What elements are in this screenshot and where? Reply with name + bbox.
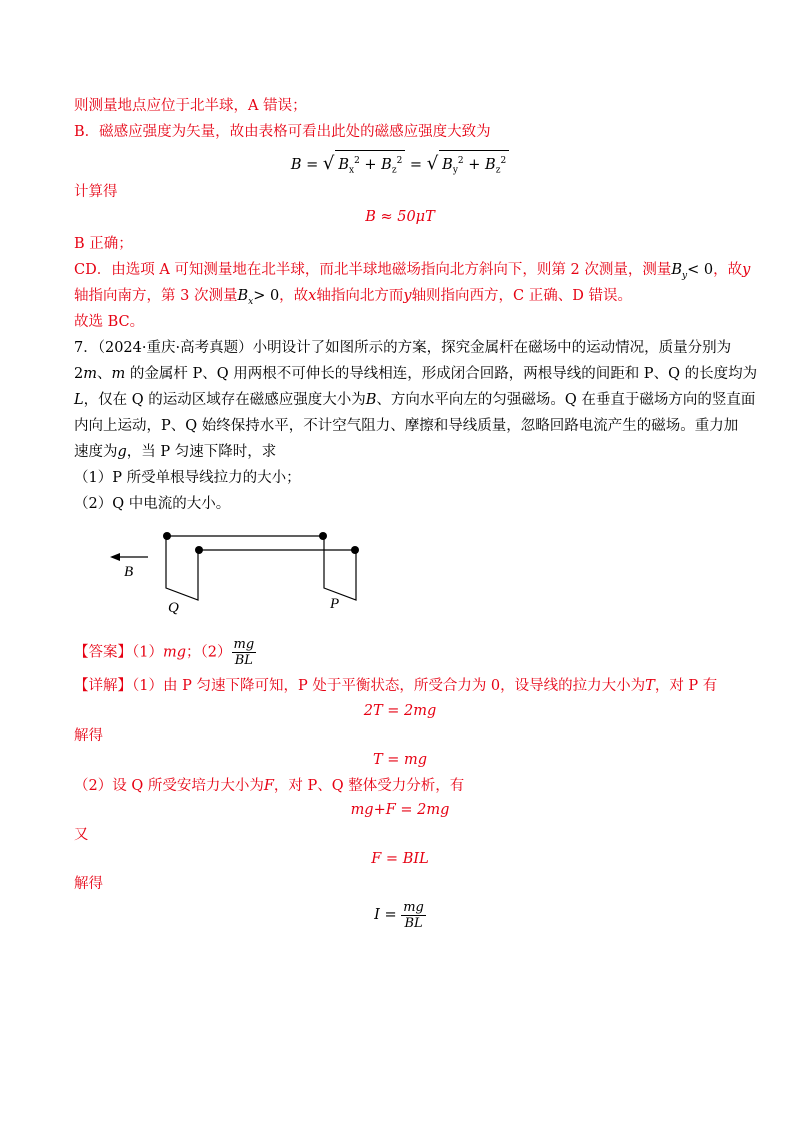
question-line: （1）P 所受单根导线拉力的大小； [74, 470, 301, 486]
question-line: 内向上运动，P、Q 始终保持水平，不计空气阻力、摩擦和导线质量，忽略回路电流产生的磁场。重力加 [74, 418, 739, 434]
solution-line: 解得 [74, 728, 103, 744]
solution-line: 【详解】（1）由 P 匀速下降可知，P 处于平衡状态，所受合力为 0，设导线的拉力大小为T，对 P 有 [74, 678, 718, 694]
rod-p-label: P [330, 596, 340, 612]
equation-4: F = BIL [371, 851, 429, 867]
field-label: B [124, 564, 134, 580]
equation-magnitude: B = √ $B_x^2 + B_z^2$ = √ $B_y^2 + B_z^2$ [0, 150, 800, 181]
question-line: 2m、m 的金属杆 P、Q 用两根不可伸长的导线相连，形成闭合回路，两根导线的间距和 P、Q 的长度均为 [74, 366, 758, 382]
joint-dot [163, 532, 171, 540]
question-line: 7．（2024·重庆·高考真题）小明设计了如图所示的方案，探究金属杆在磁场中的运动情况，质量分别为 [74, 340, 732, 356]
text-line: 计算得 [74, 184, 118, 200]
result-fraction: $\frac{mg}{BL}$ [403, 899, 424, 931]
text-line: B．磁感应强度为矢量，故由表格可看出此处的磁感应强度大致为 [74, 124, 491, 140]
joint-dot [351, 546, 359, 554]
equation-5: I = $\frac{mg}{BL}$ [374, 899, 424, 931]
joint-dot [195, 546, 203, 554]
wire-left [166, 536, 198, 600]
solution-line: （2）设 Q 所受安培力大小为F，对 P、Q 整体受力分析，有 [74, 778, 465, 794]
answer-line: 【答案】（1）mg；（2） $\frac{mg}{BL}$ [74, 637, 255, 668]
text-line: CD．由选项 A 可知测量地在北半球，而北半球地磁场指向北方斜向下，则第 2 次测量，测量$B_y< 0$，故y [74, 262, 751, 281]
equation-2: T = mg [372, 752, 428, 768]
text-line: B 正确； [74, 236, 133, 252]
solution-line: 解得 [74, 876, 103, 892]
text-line: 故选 BC。 [74, 314, 145, 330]
equation-approx: B ≈ 50μT [365, 209, 435, 225]
rod-q-label: Q [168, 600, 179, 616]
text-line: 轴指向南方，第 3 次测量$B_x> 0$，故x轴指向北方而y轴则指向西方，C 正确、D 错误。 [74, 288, 632, 307]
wire-right [324, 536, 356, 600]
joint-dot [319, 532, 327, 540]
solution-line: 又 [74, 827, 89, 843]
rod-circuit-diagram [100, 528, 380, 618]
equation-1: 2T = 2mg [363, 703, 437, 719]
question-line: （2）Q 中电流的大小。 [74, 496, 231, 512]
field-arrowhead [110, 553, 120, 561]
answer-fraction: $\frac{mg}{BL}$ [233, 637, 255, 668]
text-line: 则测量地点应位于北半球，A 错误； [74, 98, 307, 114]
question-line: 速度为g，当 P 匀速下降时，求 [74, 444, 277, 460]
equation-3: mg+F = 2mg [350, 802, 450, 818]
question-line: L，仅在 Q 的运动区域存在磁感应强度大小为B、方向水平向左的匀强磁场。Q 在垂直于磁场方向的竖直面 [74, 392, 756, 408]
